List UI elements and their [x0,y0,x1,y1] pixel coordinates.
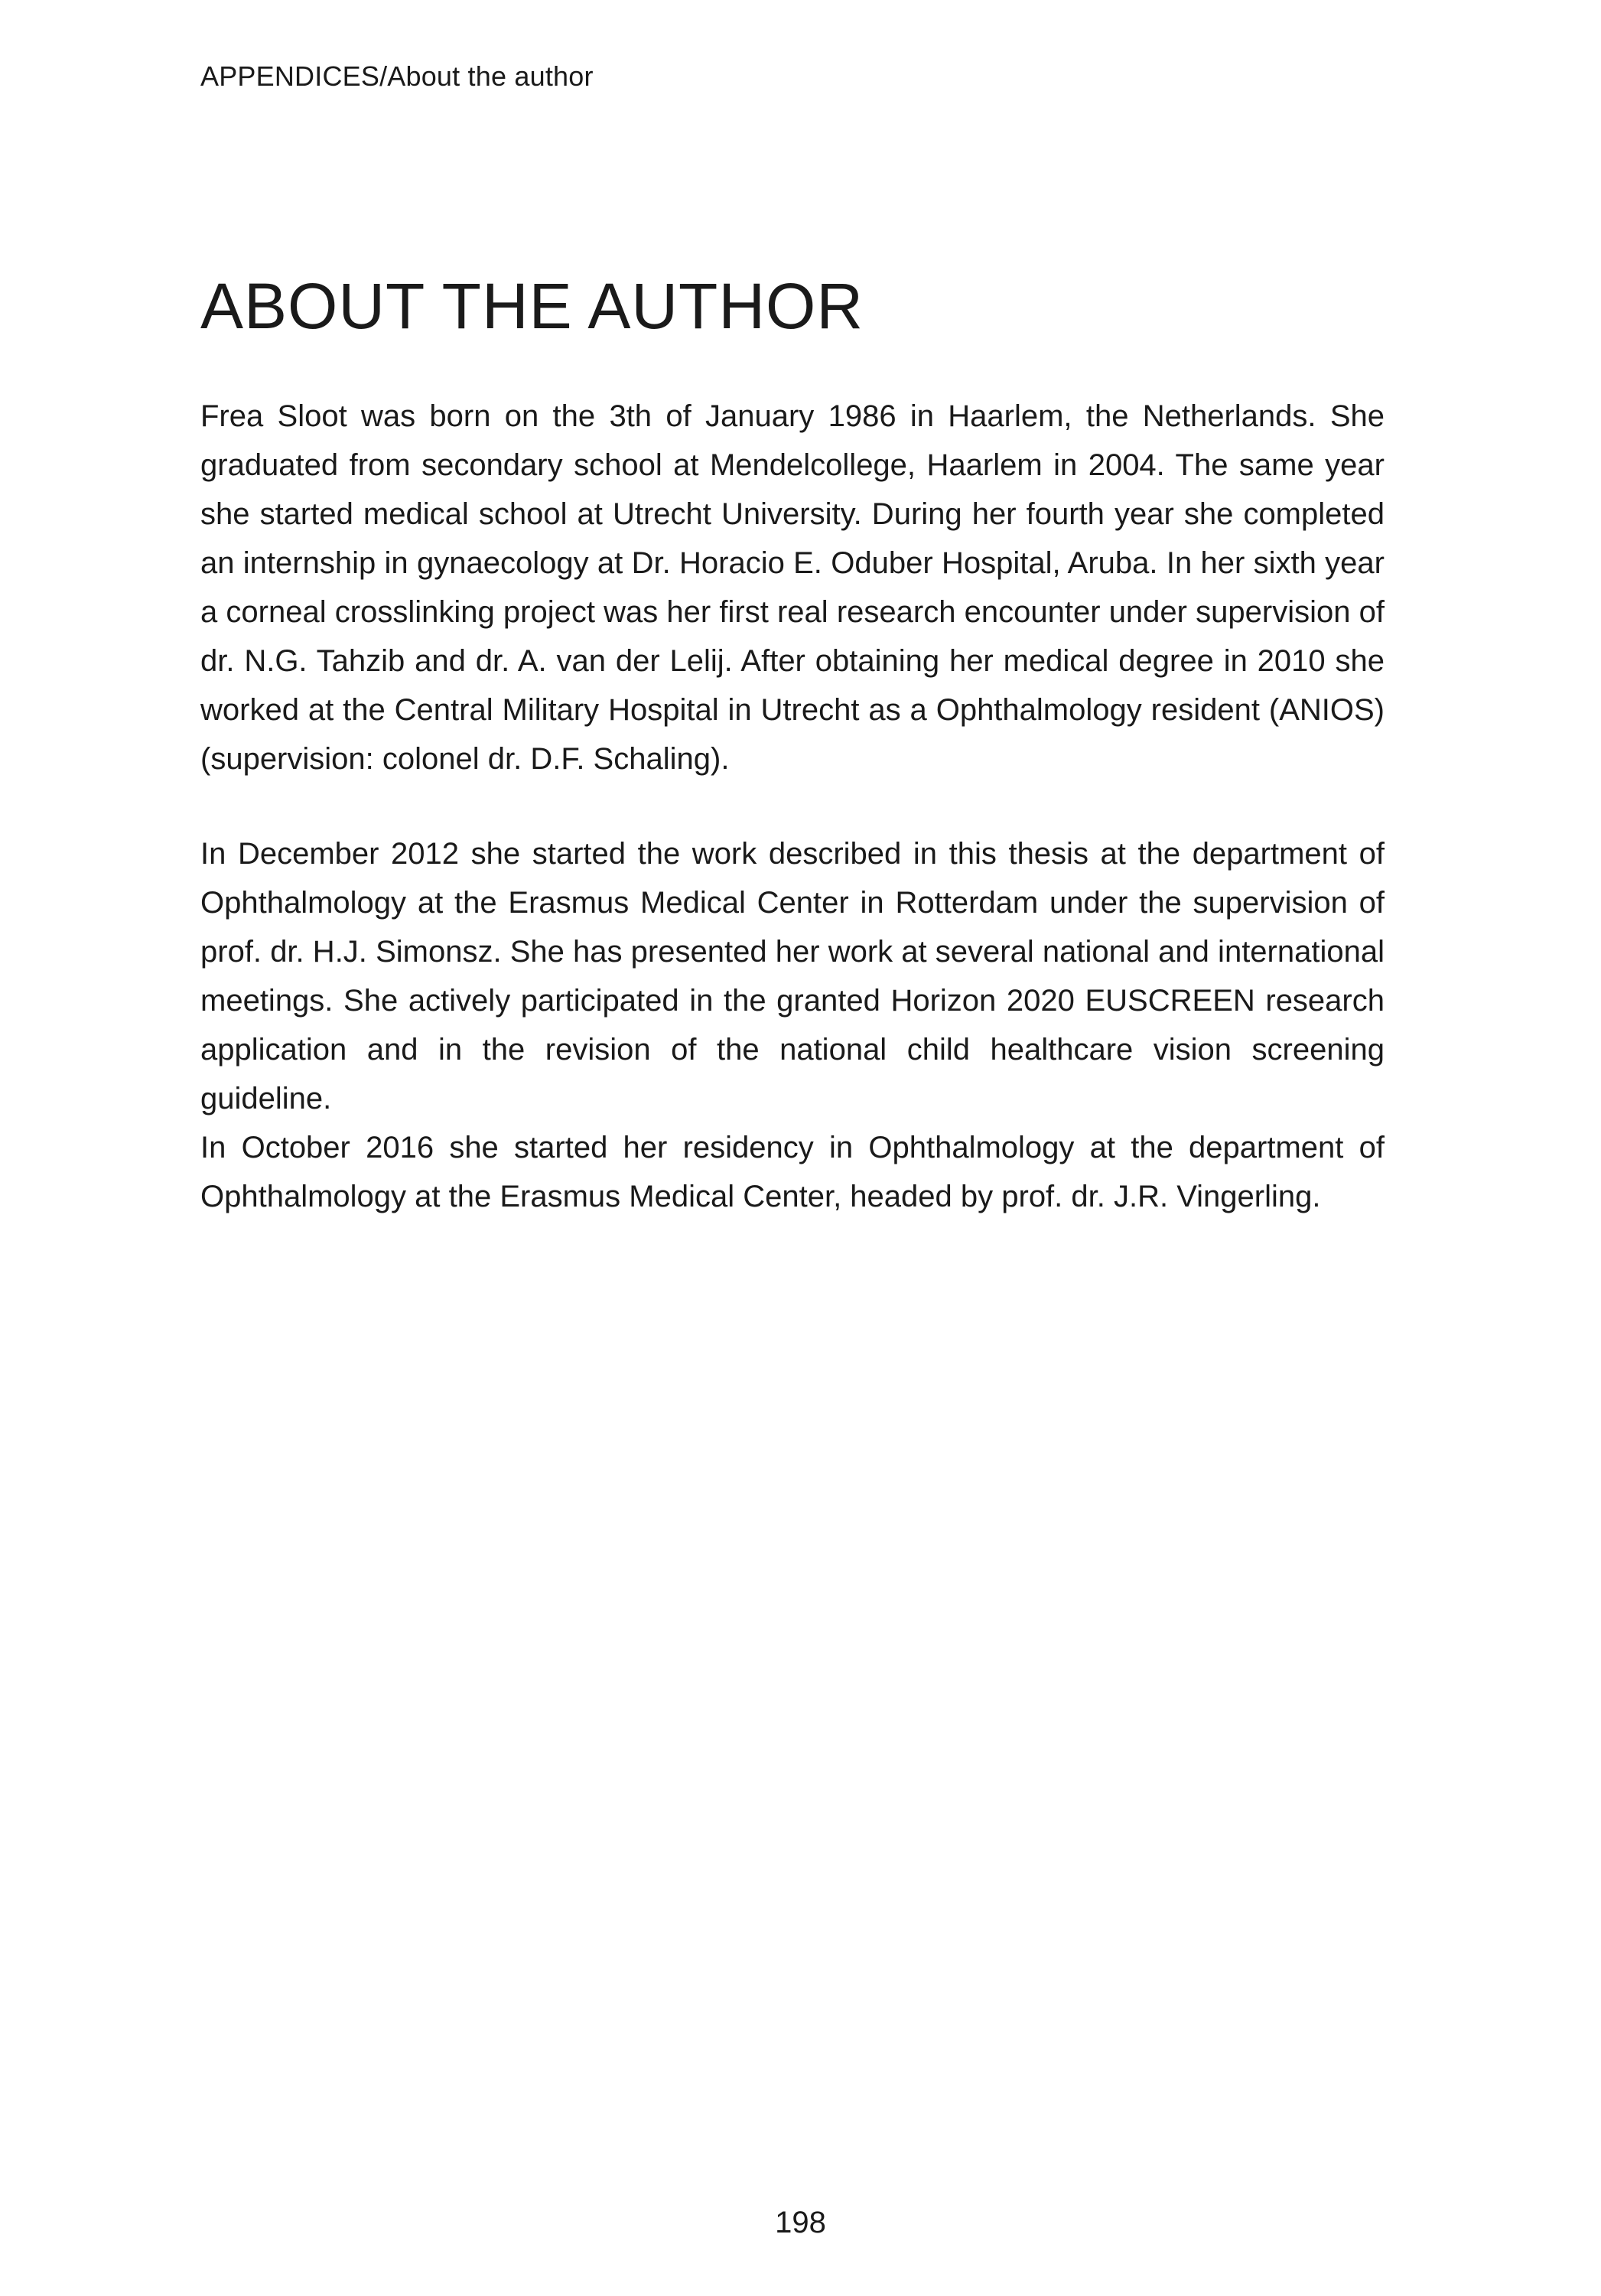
body-text [200,392,1385,1221]
page-title: ABOUT THE AUTHOR [200,270,864,342]
running-header: APPENDICES/About the author [200,60,594,92]
paragraph-residency: In October 2016 she started her residency in Ophthalmology at the department of Ophthalmology at the Erasmus Medical Center, headed by prof. dr. J.R. Vingerling. [200,1131,1385,1213]
paragraph-biography: Frea Sloot was born on the 3th of January 1986 in Haarlem, the Netherlands. She graduated from secondary school at Mendelcollege, Haarlem in 2004. The same year she started medical school at Utrecht University. During her fourth year she completed an internship in gynaecology at Dr. Horacio E. Oduber Hospital, Aruba. In her sixth year a corneal crosslinking project was her first real research encounter under supervision of dr. N.G. Tahzib and dr. A. van der Lelij. After obtaining her medical degree in 2010 she worked at the Central Military Hospital in Utrecht as a Ophthalmology resident (ANIOS) (supervision: colonel dr. D.F. Schaling). [200,399,1385,776]
paragraph-spacer [200,783,1385,829]
paragraph-thesis-work: In December 2012 she started the work described in this thesis at the department of Ophthalmology at the Erasmus Medical Center in Rotterdam under the supervision of prof. dr. H.J. Simonsz. She has presented her work at several national and international meetings. She actively participated in the granted Horizon 2020 EUSCREEN research application and in the revision of the national child healthcare vision screening guideline. [200,837,1385,1115]
page-number: 198 [775,2206,826,2239]
